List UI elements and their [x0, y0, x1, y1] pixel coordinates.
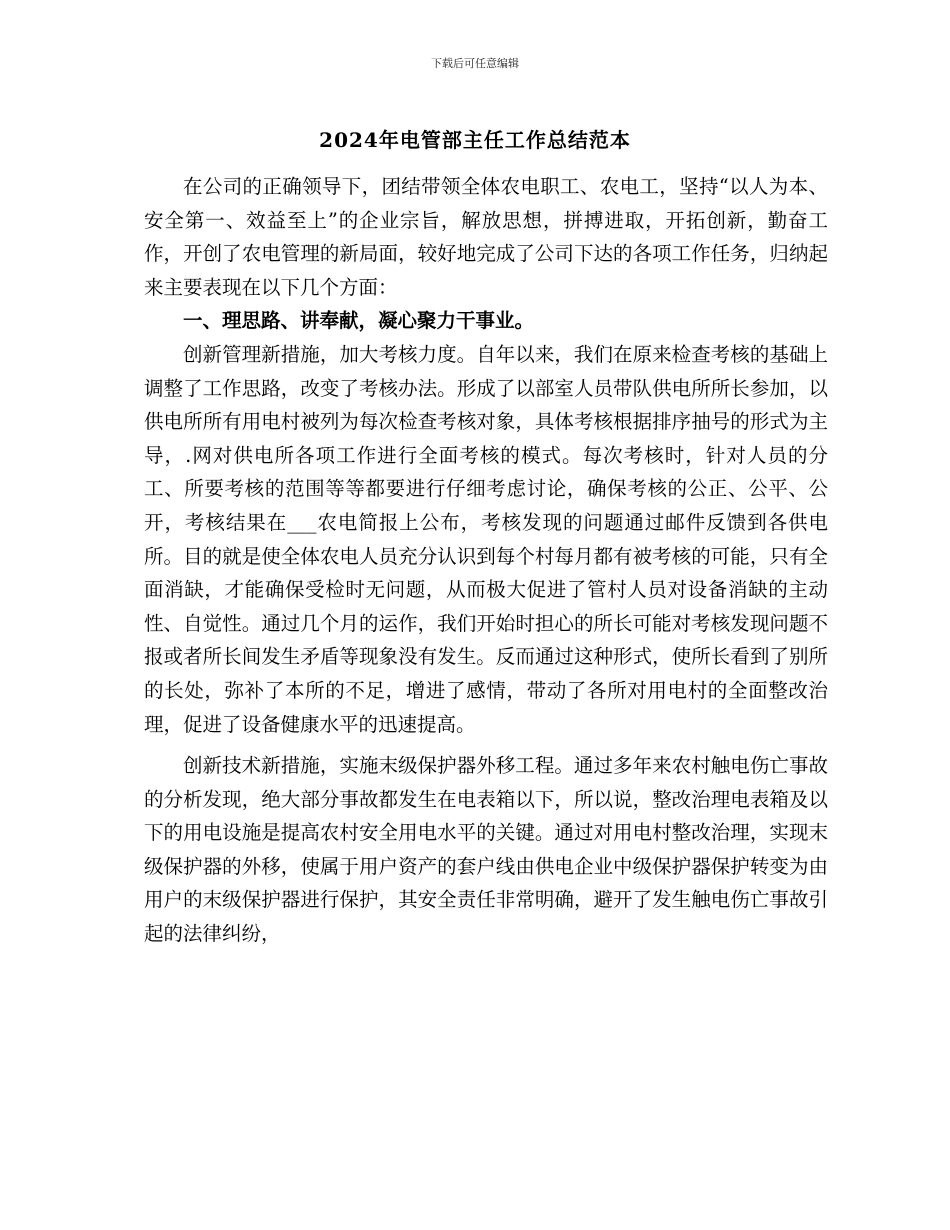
document-title: 2024年电管部主任工作总结范本	[319, 128, 631, 152]
paragraph-technical-measures: 创新技术新措施，实施末级保护器外移工程。通过多年来农村触电伤亡事故的分析发现，绝大部分事故都发生在电表箱以下，所以说，整改治理电表箱及以下的用电设施是提高农村安全用电水平的关键。通过对用电村整改治理，实现末级保护器的外移，使属于用户资产的套户线由供电企业中级保护器保护转变为由用户的末级保护器进行保护，其安全责任非常明确，避开了发生触电伤亡事故引起的法律纠纷，	[144, 754, 828, 946]
page-header-note: 下载后可任意编辑	[431, 57, 519, 70]
paragraph-management-measures: 创新管理新措施，加大考核力度。自年以来，我们在原来检查考核的基础上调整了工作思路，改变了考核办法。形成了以部室人员带队供电所所长参加，以供电所所有用电村被列为每次检查考核对象，具体考核根据排序抽号的形式为主导，.网对供电所各项工作进行全面考核的模式。每次考核时，针对人员的分工、所要考核的范围等等都要进行仔细考虑讨论，确保考核的公正、公平、公开，考核结果在___农电简报上公布，考核发现的问题通过邮件反馈到各供电所。目的就是使全体农电人员充分认识到每个村每月都有被考核的可能，只有全面消缺，才能确保受检时无问题，从而极大促进了管村人员对设备消缺的主动性、自觉性。通过几个月的运作，我们开始时担心的所长可能对考核发现问题不报或者所长间发生矛盾等现象没有发生。反而通过这种形式，使所长看到了别所的长处，弥补了本所的不足，增进了感情，带动了各所对用电村的全面整改治理，促进了设备健康水平的迅速提高。	[144, 342, 828, 736]
document-body	[144, 170, 828, 951]
paragraph-intro: 在公司的正确领导下，团结带领全体农电职工、农电工，坚持“以人为本、安全第一、效益至上”的企业宗旨，解放思想，拼搏进取，开拓创新，勤奋工作，开创了农电管理的新局面，较好地完成了公司下达的各项工作任务，归纳起来主要表现在以下几个方面：	[144, 175, 828, 299]
section-heading-1: 一、理思路、讲奉献，凝心聚力干事业。	[183, 309, 535, 333]
